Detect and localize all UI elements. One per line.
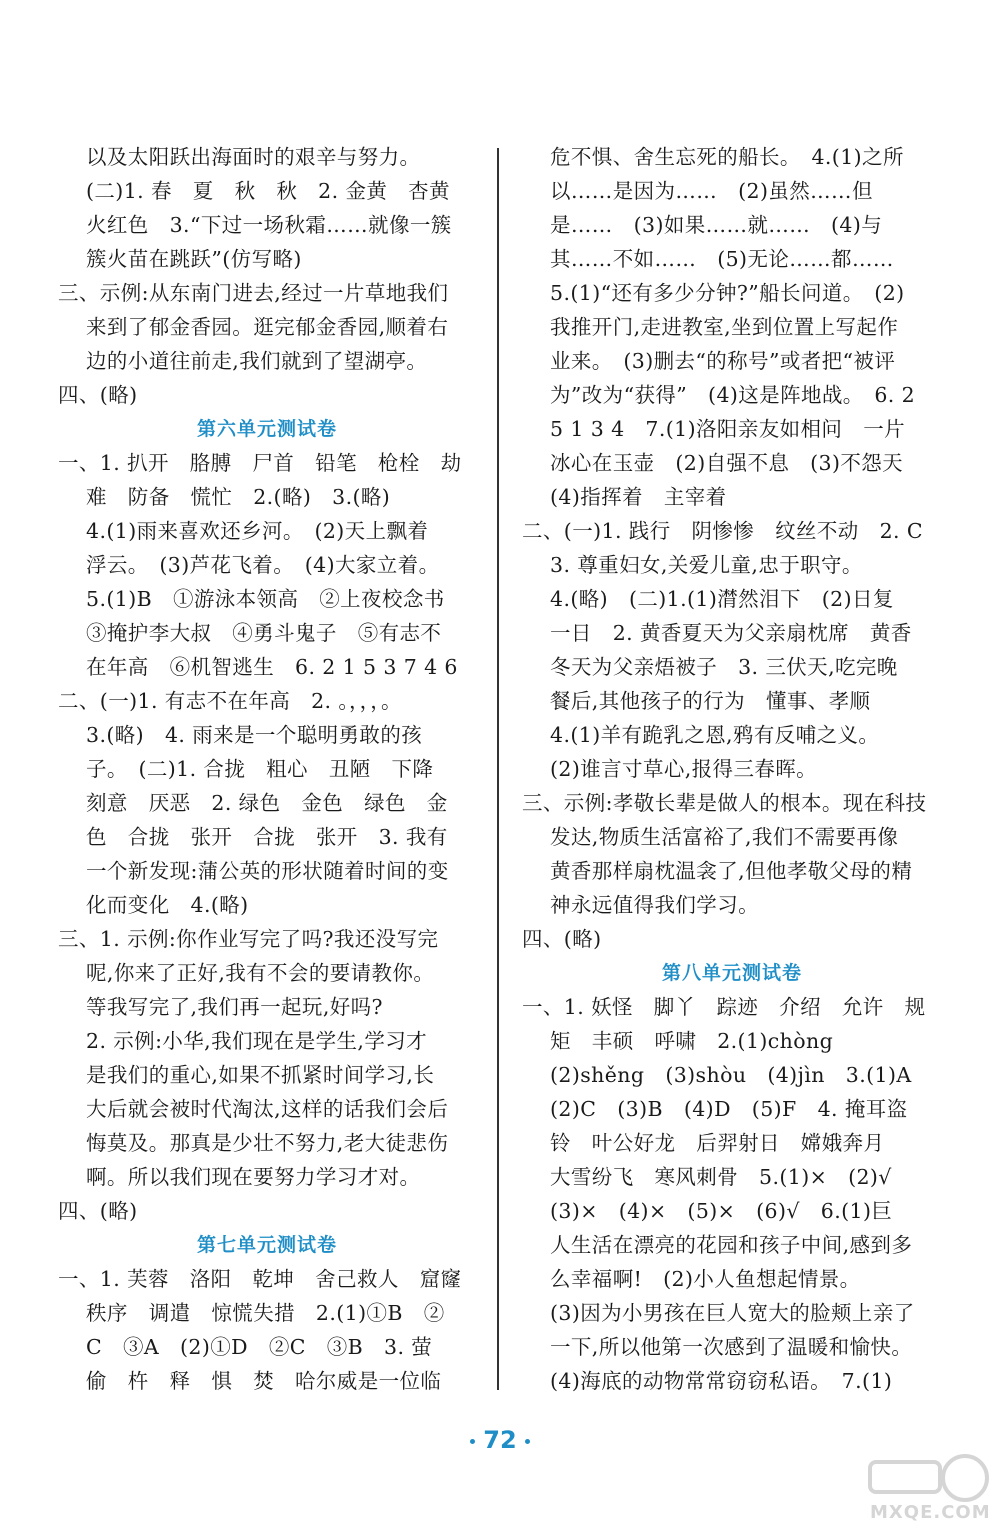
answer-line: 悔莫及。那真是少壮不努力,老大徒悲伤	[86, 1131, 449, 1155]
answer-line: 一、1. 芙蓉 洛阳 乾坤 舍己救人 窟窿	[58, 1267, 462, 1291]
answer-line: C ③A (2)①D ②C ③B 3. 萤	[86, 1335, 433, 1359]
answer-line: 5 1 3 4 7.(1)洛阳亲友如相问 一片	[550, 417, 906, 441]
dot-icon	[470, 1439, 475, 1444]
section-title: 第六单元测试卷	[196, 418, 337, 440]
answer-line: 业来。 (3)删去“的称号”或者把“被评	[550, 349, 896, 373]
answer-line: (2)shěng (3)shòu (4)jìn 3.(1)A	[550, 1063, 912, 1087]
answer-line: 以及太阳跃出海面时的艰辛与努力。	[86, 145, 421, 169]
answer-line: 边的小道往前走,我们就到了望湖亭。	[86, 349, 428, 373]
answer-line: 在年高 ⑥机智逃生 6. 2 1 5 3 7 4 6	[86, 655, 458, 679]
answer-line: 等我写完了,我们再一起玩,好吗?	[86, 995, 383, 1019]
answer-line: 一个新发现:蒲公英的形状随着时间的变	[86, 859, 449, 883]
answer-line: 5.(1)“还有多少分钟?”船长问道。 (2)	[550, 281, 905, 305]
page-number	[440, 1420, 560, 1460]
answer-line: 一下,所以他第一次感到了温暖和愉快。	[550, 1335, 913, 1359]
answer-line: 啊。所以我们现在要努力学习才对。	[86, 1165, 421, 1189]
section-title: 第八单元测试卷	[661, 962, 802, 984]
answer-line: 以……是因为…… (2)虽然……但	[550, 179, 873, 203]
dot-icon	[525, 1439, 530, 1444]
answer-line: 是我们的重心,如果不抓紧时间学习,长	[86, 1063, 435, 1087]
answer-line: 偷 杵 释 惧 焚 哈尔威是一位临	[86, 1369, 442, 1393]
answer-line: 是…… (3)如果……就…… (4)与	[550, 213, 883, 237]
answer-line: 火红色 3.“下过一场秋霜……就像一簇	[86, 213, 452, 237]
answer-line: (4)海底的动物常常窃窃私语。 7.(1)	[550, 1369, 893, 1393]
answer-line: 为”改为“获得” (4)这是阵地战。 6. 2	[550, 383, 916, 407]
answer-line: 化而变化 4.(略)	[86, 893, 249, 917]
page-number-text: 72	[483, 1426, 517, 1454]
answer-line: 秩序 调遣 惊慌失措 2.(1)①B ②	[86, 1301, 445, 1325]
answer-line: 神永远值得我们学习。	[550, 893, 759, 917]
answer-line: 来到了郁金香园。逛完郁金香园,顺着右	[86, 315, 449, 339]
answer-line: 一日 2. 黄香夏天为父亲扇枕席 黄香	[550, 621, 912, 645]
answer-line: 三、示例:孝敬长辈是做人的根本。现在科技	[522, 791, 927, 815]
answer-line: 大雪纷飞 寒风刺骨 5.(1)× (2)√	[550, 1165, 892, 1189]
watermark-text: MXQE.COM	[870, 1502, 991, 1523]
answer-line: 色 合拢 张开 合拢 张开 3. 我有	[86, 825, 448, 849]
answer-line: 四、(略)	[58, 1199, 138, 1223]
answer-line: 三、1. 示例:你作业写完了吗?我还没写完	[58, 927, 439, 951]
right-column	[522, 140, 942, 1398]
answer-line: 三、示例:从东南门进去,经过一片草地我们	[58, 281, 449, 305]
answer-line: (2)谁言寸草心,报得三春晖。	[550, 757, 818, 781]
answer-line: 子。 (二)1. 合拢 粗心 丑陋 下降	[86, 757, 434, 781]
answer-line: 刻意 厌恶 2. 绿色 金色 绿色 金	[86, 791, 448, 815]
answer-line: 2. 示例:小华,我们现在是学生,学习才	[86, 1029, 428, 1053]
watermark-logo	[860, 1450, 990, 1530]
answer-line: 危不惧、舍生忘死的船长。 4.(1)之所	[550, 145, 904, 169]
answer-line: 3.(略) 4. 雨来是一个聪明勇敢的孩	[86, 723, 423, 747]
answer-line: 其……不如…… (5)无论……都……	[550, 247, 894, 271]
column-divider	[497, 148, 499, 1390]
answer-line: (3)× (4)× (5)× (6)√ 6.(1)巨	[550, 1199, 893, 1223]
answer-line: 冬天为父亲焐被子 3. 三伏天,吃完晚	[550, 655, 898, 679]
answer-line: 大后就会被时代淘汰,这样的话我们会后	[86, 1097, 449, 1121]
answer-line: (2)C (3)B (4)D (5)F 4. 掩耳盗	[550, 1097, 908, 1121]
answer-line: 二、(一)1. 践行 阴惨惨 纹丝不动 2. C	[522, 519, 923, 543]
left-column	[58, 140, 476, 1398]
watermark-seal-icon	[860, 1450, 990, 1510]
answer-line: 发达,物质生活富裕了,我们不需要再像	[550, 825, 899, 849]
answer-line: 人生活在漂亮的花园和孩子中间,感到多	[550, 1233, 913, 1257]
answer-line: 么幸福啊! (2)小人鱼想起情景。	[550, 1267, 861, 1291]
answer-line: 餐后,其他孩子的行为 懂事、孝顺	[550, 689, 871, 713]
answer-line: 一、1. 妖怪 脚丫 踪迹 介绍 允许 规	[522, 995, 926, 1019]
answer-line: (二)1. 春 夏 秋 秋 2. 金黄 杏黄	[86, 179, 450, 203]
answer-line: 簇火苗在跳跃”(仿写略)	[86, 247, 302, 271]
answer-line: 二、(一)1. 有志不在年高 2. 。，，，。	[58, 689, 402, 713]
answer-line: (4)指挥着 主宰着	[550, 485, 727, 509]
answer-line: 我推开门,走进教室,坐到位置上写起作	[550, 315, 899, 339]
answer-line: 5.(1)B ①游泳本领高 ②上夜校念书	[86, 587, 445, 611]
answer-line: 呢,你来了正好,我有不会的要请教你。	[86, 961, 435, 985]
answer-line: 3. 尊重妇女,关爱儿童,忠于职守。	[550, 553, 863, 577]
answer-line: 黄香那样扇枕温衾了,但他孝敬父母的精	[550, 859, 913, 883]
answer-line: 冰心在玉壶 (2)自强不息 (3)不怨天	[550, 451, 904, 475]
answer-line: 一、1. 扒开 胳膊 尸首 铅笔 枪栓 劫	[58, 451, 462, 475]
answer-line: 四、(略)	[58, 383, 138, 407]
answer-line: 4.(1)雨来喜欢还乡河。 (2)天上飘着	[86, 519, 429, 543]
answer-line: (3)因为小男孩在巨人宽大的脸颊上亲了	[550, 1301, 915, 1325]
answer-line: 铃 叶公好龙 后羿射日 嫦娥奔月	[550, 1131, 885, 1155]
answer-line: 难 防备 慌忙 2.(略) 3.(略)	[86, 485, 391, 509]
answer-line: ③掩护李大叔 ④勇斗鬼子 ⑤有志不	[86, 621, 442, 645]
answer-line: 浮云。 (3)芦花飞着。 (4)大家立着。	[86, 553, 440, 577]
answer-line: 4.(1)羊有跪乳之恩,鸦有反哺之义。	[550, 723, 880, 747]
answer-line: 矩 丰硕 呼啸 2.(1)chòng	[550, 1029, 834, 1053]
answer-line: 四、(略)	[522, 927, 602, 951]
section-title: 第七单元测试卷	[196, 1234, 337, 1256]
answer-line: 4.(略) (二)1.(1)潸然泪下 (2)日复	[550, 587, 894, 611]
